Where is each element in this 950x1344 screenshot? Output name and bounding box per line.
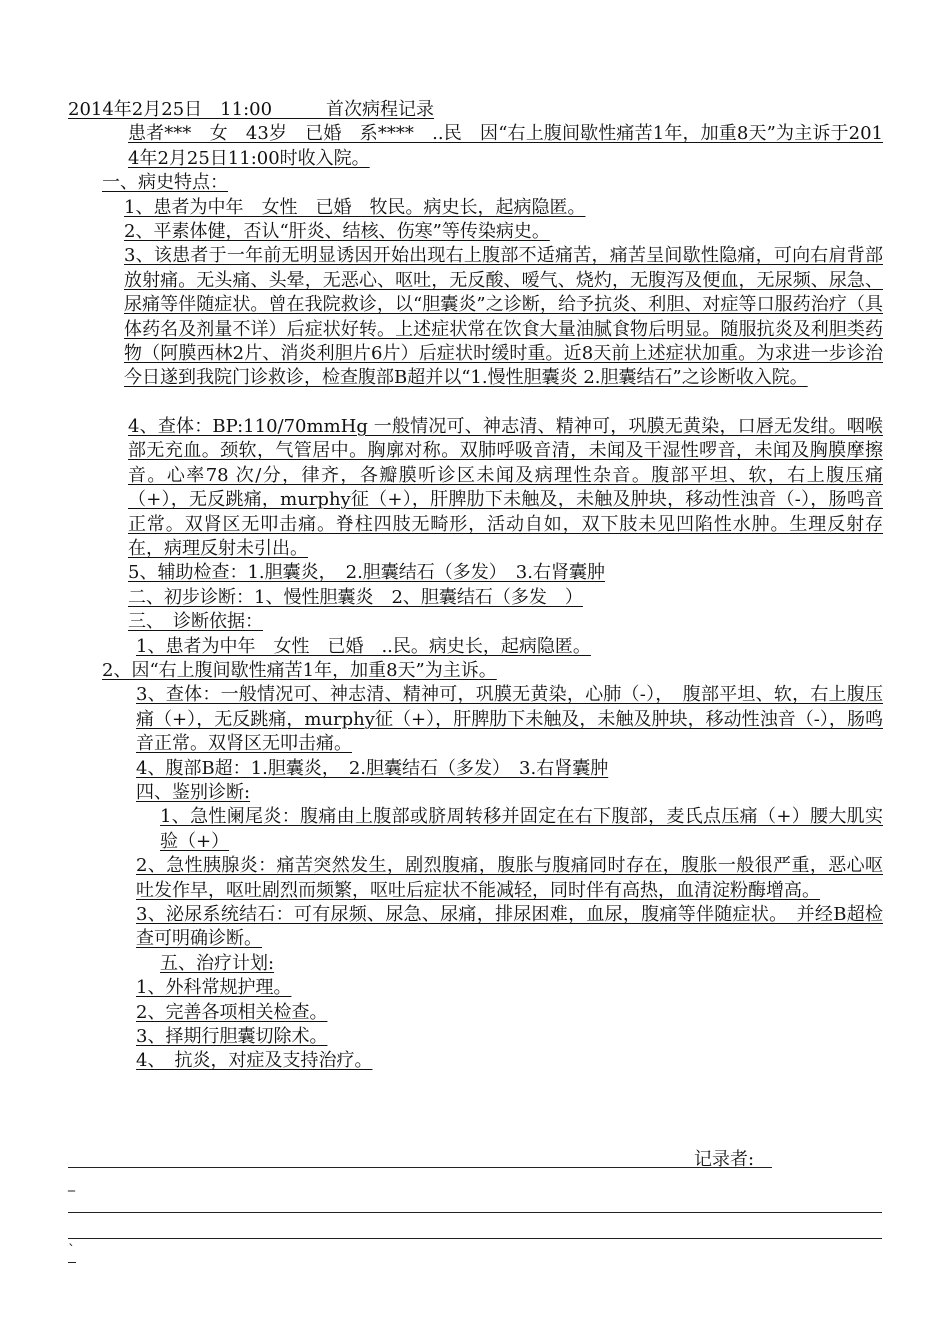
history-item-1: 1、患者为中年 女性 已婚 牧民。病史长，起病隐匿。 bbox=[124, 196, 586, 218]
plan-item-1: 1、外科常规护理。 bbox=[136, 977, 292, 999]
section-1-title: 一、病史特点： bbox=[102, 172, 228, 194]
blank-line bbox=[68, 391, 883, 415]
basis-item-1: 1、患者为中年 女性 已婚 ..民。病史长，起病隐匿。 bbox=[136, 635, 591, 657]
differential-item-1: 1、急性阑尾炎：腹痛由上腹部或脐周转移并固定在右下腹部，麦氏点压痛（+）腰大肌实验（+） bbox=[160, 806, 883, 852]
plan-item-2: 2、完善各项相关检查。 bbox=[136, 1001, 328, 1023]
differential-item-3: 3、泌尿系统结石：可有尿频、尿急、尿痛，排尿困难，血尿，腹痛等伴随症状。 并经B超检查可明确诊断。 bbox=[136, 904, 883, 950]
stray-rule bbox=[68, 1262, 76, 1263]
record-header: 2014年2月25日 11:00 首次病程记录 bbox=[68, 99, 435, 120]
recorder-rule bbox=[68, 1167, 772, 1168]
patient-intro: 患者*** 女 43岁 已婚 系**** ..民 因“右上腹间歇性痛苦1年，加重8天”为主诉于2014年2月25日11:00时收入院。 bbox=[128, 123, 883, 169]
stray-mark-1: _ bbox=[68, 1176, 75, 1192]
section-4-title: 四、鉴别诊断: bbox=[136, 781, 251, 803]
footer-rule-1 bbox=[68, 1212, 882, 1213]
basis-item-4: 4、腹部B超：1.胆囊炎， 2.胆囊结石（多发） 3.右肾囊肿 bbox=[136, 757, 609, 779]
differential-item-2: 2、急性胰腺炎：痛苦突然发生，剧烈腹痛，腹胀与腹痛同时存在，腹胀一般很严重，恶心呕吐发作早，呕吐剧烈而频繁，呕吐后症状不能减轻，同时伴有高热，血清淀粉酶增高。 bbox=[136, 855, 883, 901]
history-item-3: 3、该患者于一年前无明显诱因开始出现右上腹部不适痛苦，痛苦呈间歇性隐痛，可向右肩背部放射痛。无头痛、头晕，无恶心、呕吐，无反酸、嗳气、烧灼，无腹泻及便血，无尿频、尿急、尿痛等伴随症状。曾在我院救诊，以“胆囊炎”之诊断，给予抗炎、利胆、对症等口服药治疗（具体药名及剂量不详）后症状好转。上述症状常在饮食大量油腻食物后明显。随服抗炎及利胆类药物（阿膜西林2片、消炎利胆片6片）后症状时缓时重。近8天前上述症状加重。为求进一步诊治今日遂到我院门诊救诊，检查腹部B超并以“1.慢性胆囊炎 2.胆囊结石”之诊断收入院。 bbox=[124, 245, 883, 389]
recorder-label: 记录者: bbox=[694, 1149, 755, 1170]
plan-item-3: 3、择期行胆囊切除术。 bbox=[136, 1026, 328, 1048]
section-3-title: 三、 诊断依据： bbox=[128, 611, 263, 633]
history-item-4: 4、查体：BP:110/70mmHg 一般情况可、神志清、精神可，巩膜无黄染，口唇无发绀。咽喉部无充血。颈软，气管居中。胸廓对称。双肺呼吸音清，未闻及干湿性啰音，未闻及胸膜摩擦音。心率78 次/分，律齐，各瓣膜听诊区未闻及病理性杂音。腹部平坦、软，右上腹压痛（+），无反跳痛，murphy征（+），肝脾肋下未触及，未触及肿块，移动性浊音（-），肠鸣音正常。双肾区无叩击痛。脊柱四肢无畸形，活动自如，双下肢未见凹陷性水肿。生理反射存在，病理反射未引出。 bbox=[128, 415, 883, 559]
section-5-title: 五、治疗计划: bbox=[160, 952, 275, 974]
basis-item-2: 2、因“右上腹间歇性痛苦1年，加重8天”为主诉。 bbox=[102, 659, 497, 681]
history-item-5: 5、辅助检查：1.胆囊炎， 2.胆囊结石（多发） 3.右肾囊肿 bbox=[128, 562, 605, 584]
medical-record-page bbox=[68, 98, 883, 1074]
plan-item-4: 4、 抗炎，对症及支持治疗。 bbox=[136, 1050, 373, 1072]
history-item-2: 2、平素体健，否认“肝炎、结核、伤寒”等传染病史。 bbox=[124, 221, 550, 243]
basis-item-3: 3、查体：一般情况可、神志清、精神可，巩膜无黄染，心肺（-）， 腹部平坦、软，右上腹压痛（+），无反跳痛，murphy征（+），肝脾肋下未触及，未触及肿块，移动性浊音（-），肠鸣音正常。双肾区无叩击痛。 bbox=[136, 684, 883, 755]
footer-rule-2 bbox=[68, 1238, 882, 1239]
section-2-diagnosis: 二、初步诊断：1、慢性胆囊炎 2、胆囊结石（多发 ） bbox=[128, 586, 583, 608]
stray-mark-2: ` bbox=[68, 1243, 75, 1259]
